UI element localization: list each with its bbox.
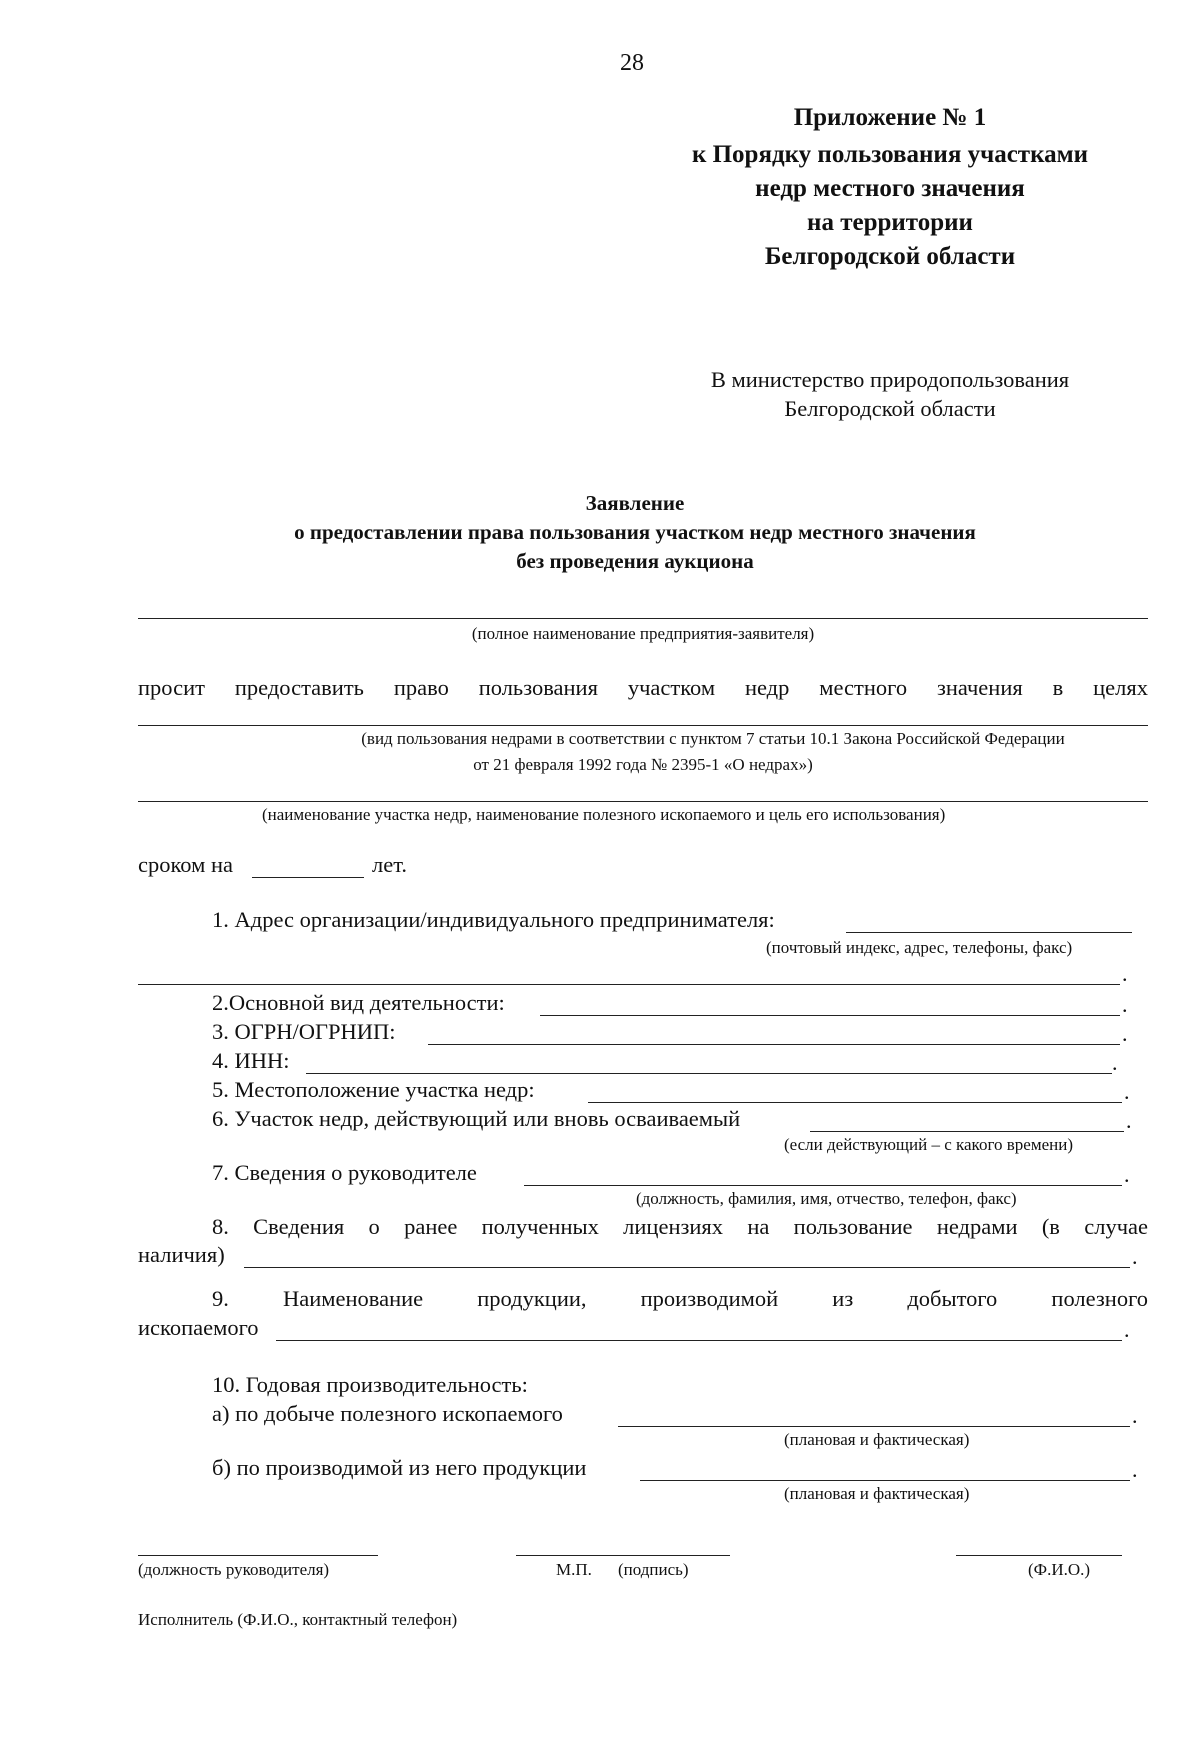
item-10-label: 10. Годовая производительность: — [212, 1372, 528, 1397]
appendix-line-2: к Порядку пользования участками — [691, 141, 1089, 168]
item-3-label: 3. ОГРН/ОГРНИП: — [212, 1019, 396, 1044]
site-name-hint: (наименование участка недр, наименование полезного ископаемого и цель его использования) — [262, 805, 946, 824]
item-10b-hint: (плановая и фактическая) — [784, 1484, 970, 1503]
signature-field[interactable] — [516, 1555, 730, 1556]
term-prefix: сроком на — [138, 852, 233, 877]
site-name-field[interactable] — [138, 801, 1148, 802]
page-number: 28 — [620, 50, 644, 76]
item-7-field[interactable] — [524, 1185, 1122, 1186]
item-10a-field[interactable] — [618, 1426, 1130, 1427]
item-1-hint: (почтовый индекс, адрес, телефоны, факс) — [766, 938, 1073, 957]
fio-field[interactable] — [956, 1555, 1122, 1556]
item-6-period: . — [1126, 1108, 1132, 1133]
item-7-period: . — [1124, 1162, 1130, 1187]
item-9-label: 9. Наименование продукции, производимой из добытого полезного — [212, 1286, 1148, 1311]
item-10b-label: б) по производимой из него продукции — [212, 1455, 587, 1480]
item-10a-hint: (плановая и фактическая) — [784, 1430, 970, 1449]
item-8-period: . — [1132, 1244, 1138, 1269]
item-2-field[interactable] — [540, 1015, 1120, 1016]
term-years-field[interactable] — [252, 877, 364, 878]
item-4-label: 4. ИНН: — [212, 1048, 290, 1073]
request-text: просит предоставить право пользования участком недр местного значения в целях — [138, 675, 1148, 700]
position-field[interactable] — [138, 1555, 378, 1556]
appendix-line-5: Белгородской области — [764, 243, 1016, 270]
item-10a-label: а) по добыче полезного ископаемого — [212, 1401, 563, 1426]
item-5-period: . — [1124, 1079, 1130, 1104]
item-4-period: . — [1112, 1050, 1118, 1075]
item-7-hint: (должность, фамилия, имя, отчество, телефон, факс) — [636, 1189, 1017, 1208]
item-2-period: . — [1122, 992, 1128, 1017]
addressee-line-2: Белгородской области — [784, 396, 996, 421]
usage-type-hint-line-2: от 21 февраля 1992 года № 2395-1 «О недрах») — [473, 755, 813, 774]
item-10b-period: . — [1132, 1457, 1138, 1482]
item-1-field[interactable] — [846, 932, 1132, 933]
applicant-name-field[interactable] — [138, 618, 1148, 619]
item-9-continuation: ископаемого — [138, 1315, 259, 1340]
appendix-line-3: недр местного значения — [755, 175, 1025, 202]
appendix-line-1: Приложение № 1 — [793, 104, 987, 131]
item-9-field[interactable] — [276, 1340, 1122, 1341]
item-3-field[interactable] — [428, 1044, 1120, 1045]
item-10b-field[interactable] — [640, 1480, 1130, 1481]
executor-line: Исполнитель (Ф.И.О., контактный телефон) — [138, 1610, 458, 1629]
item-1-field-continuation[interactable] — [138, 984, 1120, 985]
item-8-label: 8. Сведения о ранее полученных лицензиях на пользование недрами (в случае — [212, 1214, 1148, 1239]
item-8-continuation: наличия) — [138, 1242, 225, 1267]
stamp-label: М.П. — [556, 1560, 592, 1579]
item-9-period: . — [1124, 1317, 1130, 1342]
item-1-period: . — [1122, 961, 1128, 986]
title-line-1: Заявление — [585, 491, 685, 515]
signature-hint: (подпись) — [618, 1560, 689, 1579]
term-suffix: лет. — [372, 852, 407, 877]
item-6-hint: (если действующий – с какого времени) — [784, 1135, 1073, 1154]
item-3-period: . — [1122, 1021, 1128, 1046]
addressee-line-1: В министерство природопользования — [710, 367, 1070, 392]
item-6-field[interactable] — [810, 1131, 1124, 1132]
applicant-name-hint: (полное наименование предприятия-заявителя) — [471, 624, 815, 643]
usage-type-hint-line-1: (вид пользования недрами в соответствии с пунктом 7 статьи 10.1 Закона Российской Федерации — [361, 729, 1065, 748]
position-hint: (должность руководителя) — [138, 1560, 330, 1579]
item-5-label: 5. Местоположение участка недр: — [212, 1077, 535, 1102]
fio-hint: (Ф.И.О.) — [1028, 1560, 1091, 1579]
item-1-label: 1. Адрес организации/индивидуального предпринимателя: — [212, 907, 775, 932]
item-5-field[interactable] — [588, 1102, 1122, 1103]
item-4-field[interactable] — [306, 1073, 1112, 1074]
item-2-label: 2.Основной вид деятельности: — [212, 990, 505, 1015]
item-7-label: 7. Сведения о руководителе — [212, 1160, 477, 1185]
title-line-2: о предоставлении права пользования участком недр местного значения — [294, 520, 976, 544]
usage-type-field[interactable] — [138, 725, 1148, 726]
appendix-line-4: на территории — [807, 209, 973, 236]
item-10a-period: . — [1132, 1403, 1138, 1428]
item-8-field[interactable] — [244, 1267, 1130, 1268]
item-6-label: 6. Участок недр, действующий или вновь осваиваемый — [212, 1106, 741, 1131]
title-line-3: без проведения аукциона — [516, 549, 754, 573]
